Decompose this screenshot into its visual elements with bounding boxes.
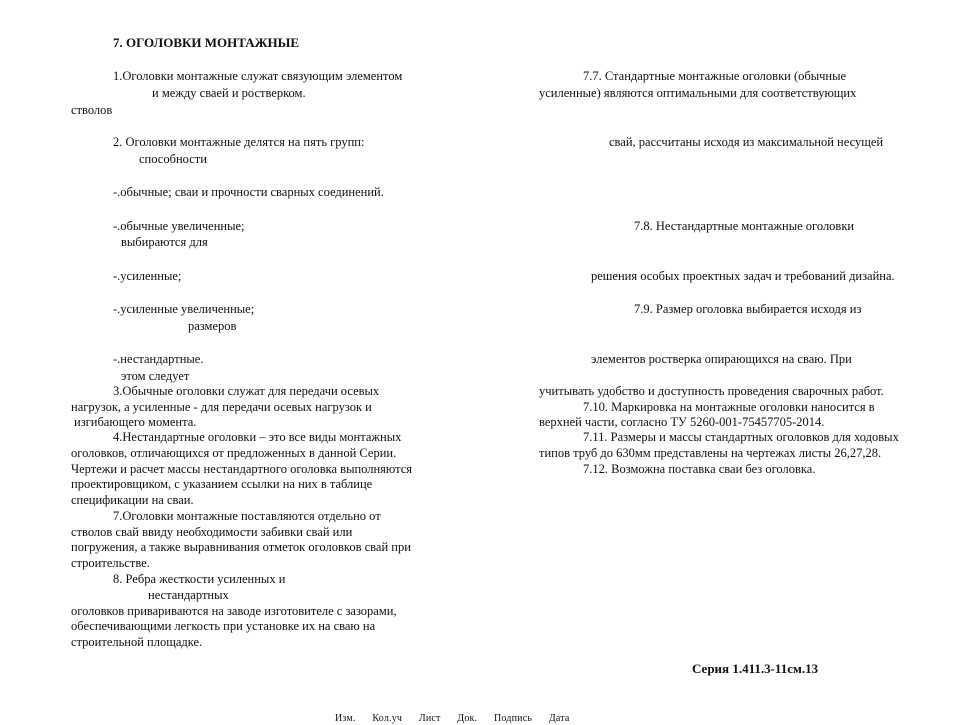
group-item-3: -.усиленные; — [113, 269, 182, 283]
clause-7-9-line-3: учитывать удобство и доступность проведения сварочных работ. — [539, 384, 884, 398]
paragraph-3-line-3: изгибающего момента. — [74, 415, 197, 429]
title-block-cell: Подпись — [493, 713, 533, 724]
paragraph-8-line-4: обеспечивающими легкость при установке их на сваю на — [71, 619, 376, 633]
paragraph-8-line-3: оголовков привариваются на заводе изготовителе с зазорами, — [71, 604, 397, 618]
title-block-cell: Лист — [418, 713, 441, 724]
clause-7-12: 7.12. Возможна поставка сваи без оголовка. — [583, 462, 816, 476]
paragraph-2-line-2: способности — [139, 152, 207, 166]
paragraph-8-line-2: нестандартных — [148, 588, 229, 602]
title-block-cell: Док. — [457, 713, 478, 724]
paragraph-3-line-2: нагрузок, а усиленные - для передачи осевых нагрузок и — [71, 400, 372, 414]
paragraph-1-line-1: 1.Оголовки монтажные служат связующим элементом — [113, 69, 403, 83]
paragraph-7-line-2: стволов свай ввиду необходимости забивки свай или — [71, 525, 353, 539]
clause-7-11-line-1: 7.11. Размеры и массы стандартных оголовков для ходовых — [583, 430, 899, 444]
clause-7-10-line-2: верхней части, согласно ТУ 5260-001-75457705-2014. — [539, 415, 825, 429]
group-item-5: -.нестандартные. — [113, 352, 204, 366]
paragraph-3-line-1: 3.Обычные оголовки служат для передачи осевых — [113, 384, 380, 398]
title-block-cell: Изм. — [335, 713, 356, 724]
paragraph-4-line-3: Чертежи и расчет массы нестандартного оголовка выполняются — [71, 462, 413, 476]
paragraph-7-line-3: погружения, а также выравнивания отметок оголовков свай при — [71, 540, 411, 554]
clause-7-7-line-1: 7.7. Стандартные монтажные оголовки (обычные — [583, 69, 847, 83]
clause-7-11-line-2: типов труб до 630мм представлены на чертежах листы 26,27,28. — [539, 446, 882, 460]
group-item-5-continuation: этом следует — [121, 369, 190, 383]
section-heading: 7. ОГОЛОВКИ МОНТАЖНЫЕ — [113, 35, 300, 50]
series-designation: Серия 1.411.3-11см.13 — [692, 661, 819, 676]
group-item-4: -.усиленные увеличенные; — [113, 302, 255, 316]
paragraph-4-line-4: проектировщиком, с указанием ссылки на них в таблице — [71, 477, 373, 491]
group-item-2: -.обычные увеличенные; — [113, 219, 245, 233]
title-block-cell: Кол.уч — [372, 713, 403, 724]
clause-7-7-line-2: усиленные) являются оптимальными для соответствующих — [539, 86, 857, 100]
clause-7-8-line-2: решения особых проектных задач и требований дизайна. — [591, 269, 895, 283]
paragraph-1-line-2: и между сваей и ростверком. — [152, 86, 306, 100]
paragraph-2-line-1: 2. Оголовки монтажные делятся на пять групп: — [113, 135, 365, 149]
paragraph-7-line-1: 7.Оголовки монтажные поставляются отдельно от — [113, 509, 381, 523]
group-item-4-continuation: размеров — [188, 319, 237, 333]
paragraph-7-line-4: строительстве. — [71, 556, 150, 570]
title-block-strip — [335, 713, 584, 725]
title-block-cell: Дата — [548, 713, 570, 724]
paragraph-4-line-1: 4.Нестандартные оголовки – это все виды монтажных — [113, 430, 402, 444]
clause-7-8-line-1: 7.8. Нестандартные монтажные оголовки — [634, 219, 855, 233]
clause-7-9-line-2: элементов ростверка опирающихся на сваю. При — [591, 352, 852, 366]
clause-7-7-line-3: свай, рассчитаны исходя из максимальной несущей — [609, 135, 884, 149]
group-item-2-continuation: выбираются для — [121, 235, 208, 249]
paragraph-8-line-5: строительной площадке. — [71, 635, 203, 649]
paragraph-1-line-3: стволов — [71, 103, 113, 117]
paragraph-4-line-2: оголовков, отличающихся от предложенных в данной Серии. — [71, 446, 397, 460]
paragraph-8-line-1: 8. Ребра жесткости усиленных и — [113, 572, 286, 586]
clause-7-10-line-1: 7.10. Маркировка на монтажные оголовки наносится в — [583, 400, 875, 414]
paragraph-4-line-5: спецификации на сваи. — [71, 493, 194, 507]
clause-7-9-line-1: 7.9. Размер оголовка выбирается исходя из — [634, 302, 862, 316]
group-item-1: -.обычные; сваи и прочности сварных соединений. — [113, 185, 384, 199]
